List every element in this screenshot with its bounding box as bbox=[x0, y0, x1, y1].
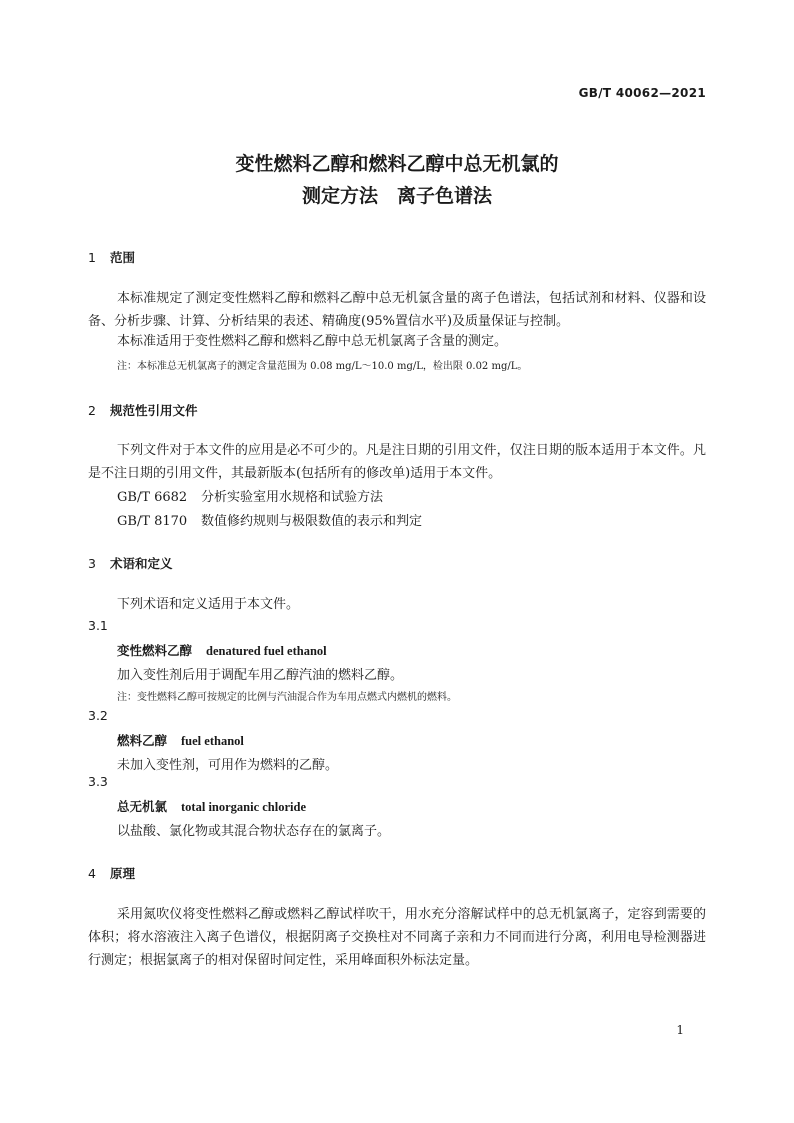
section-2-heading: 2 规范性引用文件 bbox=[88, 403, 198, 418]
document-title bbox=[0, 148, 794, 212]
term-definition: 未加入变性剂，可用作为燃料的乙醇。 bbox=[117, 758, 339, 773]
term-number: 3.1 bbox=[88, 618, 108, 633]
section-3-heading: 3 术语和定义 bbox=[88, 556, 173, 571]
section-4-heading: 4 原理 bbox=[88, 866, 136, 881]
reference-item: GB/T 6682 分析实验室用水规格和试验方法 bbox=[117, 490, 384, 505]
term-definition: 加入变性剂后用于调配车用乙醇汽油的燃料乙醇。 bbox=[117, 668, 404, 683]
term-heading: 变性燃料乙醇 denatured fuel ethanol bbox=[117, 643, 327, 658]
section-1-note: 注：本标准总无机氯离子的测定含量范围为 0.08 mg/L～10.0 mg/L，检出限 0.02 mg/L。 bbox=[117, 361, 528, 372]
section-1-paragraph-2: 本标准适用于变性燃料乙醇和燃料乙醇中总无机氯离子含量的测定。 bbox=[117, 334, 508, 349]
title-line-2: 测定方法 离子色谱法 bbox=[301, 185, 492, 207]
page-number: 1 bbox=[676, 1023, 684, 1037]
standard-code: GB/T 40062—2021 bbox=[578, 86, 706, 100]
section-2-paragraph-1: 下列文件对于本文件的应用是必不可少的。凡是注日期的引用文件，仅注日期的版本适用于本文件。凡是不注日期的引用文件，其最新版本(包括所有的修改单)适用于本文件。 bbox=[88, 443, 706, 481]
section-1-paragraph-1: 本标准规定了测定变性燃料乙醇和燃料乙醇中总无机氯含量的离子色谱法，包括试剂和材料、仪器和设备、分析步骤、计算、分析结果的表述、精确度(95%置信水平)及质量保证与控制。 bbox=[88, 291, 706, 329]
term-number: 3.3 bbox=[88, 774, 108, 789]
term-heading: 燃料乙醇 fuel ethanol bbox=[117, 733, 244, 748]
term-note: 注：变性燃料乙醇可按规定的比例与汽油混合作为车用点燃式内燃机的燃料。 bbox=[117, 692, 457, 703]
section-3-paragraph-1: 下列术语和定义适用于本文件。 bbox=[117, 597, 300, 612]
term-definition: 以盐酸、氯化物或其混合物状态存在的氯离子。 bbox=[117, 824, 391, 839]
title-line-1: 变性燃料乙醇和燃料乙醇中总无机氯的 bbox=[235, 153, 559, 175]
section-4-paragraph-1: 采用氮吹仪将变性燃料乙醇或燃料乙醇试样吹干，用水充分溶解试样中的总无机氯离子，定容到需要的体积；将水溶液注入离子色谱仪，根据阴离子交换柱对不同离子亲和力不同而进行分离，利用电导检测器进行测定；根据氯离子的相对保留时间定性，采用峰面积外标法定量。 bbox=[88, 907, 706, 968]
term-heading: 总无机氯 total inorganic chloride bbox=[117, 799, 307, 814]
term-number: 3.2 bbox=[88, 708, 108, 723]
section-1-heading: 1 范围 bbox=[88, 250, 136, 265]
reference-item: GB/T 8170 数值修约规则与极限数值的表示和判定 bbox=[117, 514, 423, 529]
